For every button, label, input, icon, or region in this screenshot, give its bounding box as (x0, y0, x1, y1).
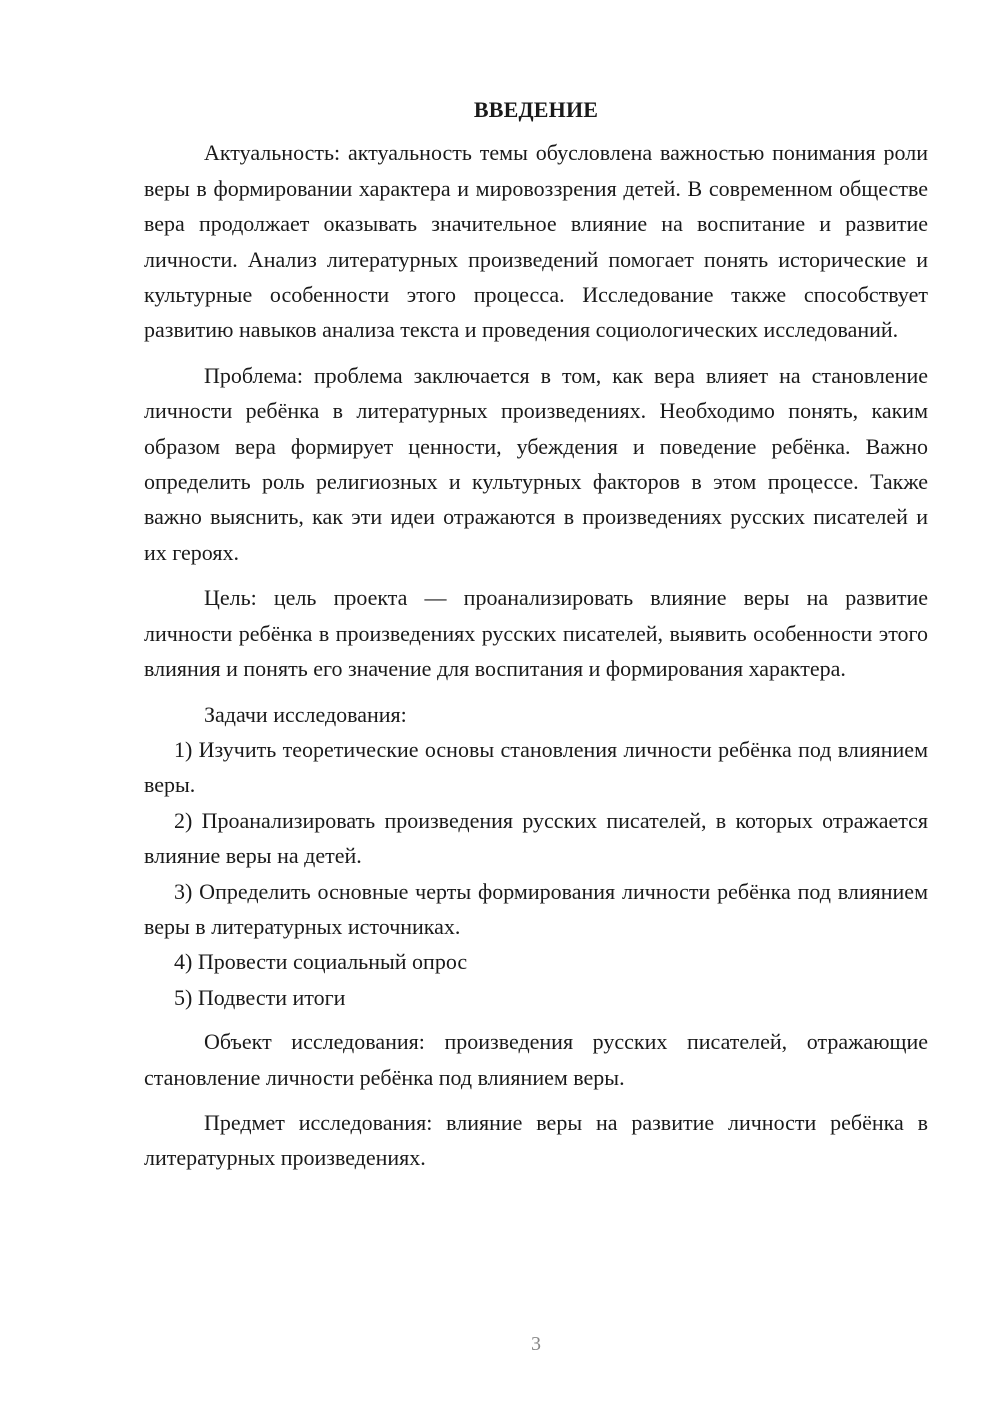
task-item: 3) Определить основные черты формирования личности ребёнка под влиянием веры в литературных источниках. (144, 878, 928, 939)
task-item: 4) Провести социальный опрос (174, 949, 468, 975)
tasks-heading: Задачи исследования: (204, 701, 407, 727)
subject-paragraph: Предмет исследования: влияние веры на развитие личности ребёнка в литературных произведениях. (144, 1109, 928, 1171)
section-title: ВВЕДЕНИЕ (473, 97, 599, 122)
object-paragraph: Объект исследования: произведения русских писателей, отражающие становление личности ребёнка под влиянием веры. (144, 1029, 928, 1090)
goal-paragraph: Цель: цель проекта — проанализировать влияние веры на развитие личности ребёнка в произведениях русских писателей, выявить особенности этого влияния и понять его значение для воспитания и формирования характера. (144, 585, 928, 682)
task-item: 5) Подвести итоги (174, 984, 346, 1010)
page-number: 3 (531, 1333, 541, 1355)
task-item: 2) Проанализировать произведения русских писателей, в которых отражается влияние веры на детей. (144, 807, 928, 869)
task-item: 1) Изучить теоретические основы становления личности ребёнка под влиянием веры. (144, 736, 928, 798)
page-content (144, 92, 928, 1176)
problem-paragraph: Проблема: проблема заключается в том, как вера влияет на становление личности ребёнка в литературных произведениях. Необходимо понять, каким образом вера формирует ценности, убеждения и поведение ребёнка. Важно определить роль религиозных и культурных факторов в этом процессе. Также важно выяснить, как эти идеи отражаются в произведениях русских писателей и их героях. (144, 362, 928, 565)
relevance-paragraph: Актуальность: актуальность темы обусловлена важностью понимания роли веры в формировании характера и мировоззрения детей. В современном обществе вера продолжает оказывать значительное влияние на воспитание и развитие личности. Анализ литературных произведений помогает понять исторические и культурные особенности этого процесса. Исследование также способствует развитию навыков анализа текста и проведения социологических исследований. (144, 140, 928, 343)
